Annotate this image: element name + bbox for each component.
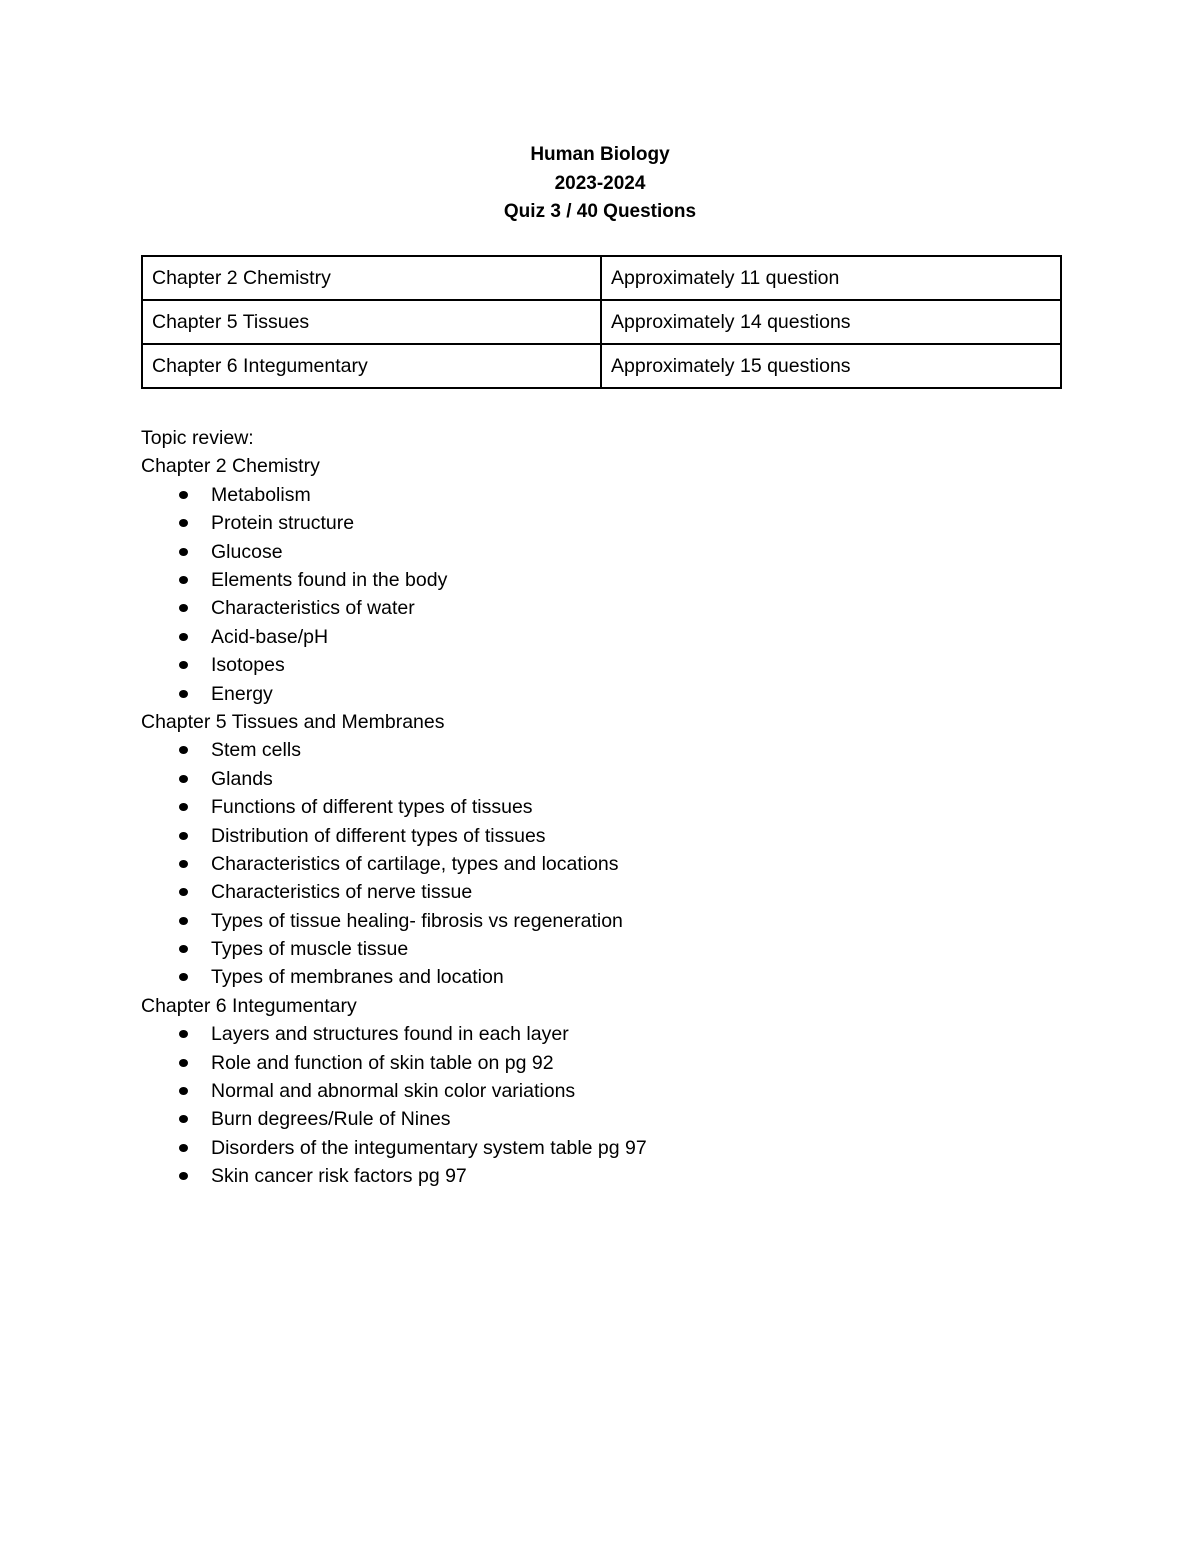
list-item: Role and function of skin table on pg 92: [141, 1049, 1041, 1077]
list-item: Distribution of different types of tissues: [141, 822, 1041, 850]
question-distribution-table: [141, 255, 1062, 389]
bullet-icon: [179, 917, 188, 925]
bullet-icon: [179, 775, 188, 783]
table-cell-count: Approximately 11 question: [601, 256, 1061, 300]
list-item: Normal and abnormal skin color variations: [141, 1077, 1041, 1105]
table-row: [142, 300, 1061, 344]
document-header: [0, 141, 1200, 227]
bullet-icon: [179, 746, 188, 754]
list-item: Acid-base/pH: [141, 623, 1041, 651]
table-cell-chapter: Chapter 6 Integumentary: [142, 344, 601, 388]
section-heading-integumentary: Chapter 6 Integumentary: [141, 994, 357, 1017]
list-item: Burn degrees/Rule of Nines: [141, 1105, 1041, 1133]
bullet-icon: [179, 1087, 188, 1095]
table-row: [142, 256, 1061, 300]
bullet-icon: [179, 548, 188, 556]
bullet-icon: [179, 1172, 188, 1180]
list-item: Skin cancer risk factors pg 97: [141, 1162, 1041, 1190]
quiz-title: Quiz 3 / 40 Questions: [503, 201, 697, 222]
bullet-icon: [179, 1115, 188, 1123]
list-item: Characteristics of water: [141, 594, 1041, 622]
bullet-icon: [179, 888, 188, 896]
bullet-icon: [179, 519, 188, 527]
chemistry-topic-list: [141, 481, 1041, 708]
table-row: [142, 344, 1061, 388]
table-cell-count: Approximately 15 questions: [601, 344, 1061, 388]
list-item: Functions of different types of tissues: [141, 793, 1041, 821]
list-item: Glucose: [141, 538, 1041, 566]
school-year: 2023-2024: [554, 172, 646, 194]
list-item: Elements found in the body: [141, 566, 1041, 594]
bullet-icon: [179, 604, 188, 612]
topic-review-label: Topic review:: [141, 427, 254, 449]
bullet-icon: [179, 832, 188, 840]
list-item: Layers and structures found in each layer: [141, 1020, 1041, 1048]
bullet-icon: [179, 1030, 188, 1038]
list-item: Characteristics of nerve tissue: [141, 878, 1041, 906]
bullet-icon: [179, 661, 188, 669]
list-item: Glands: [141, 765, 1041, 793]
list-item: Energy: [141, 680, 1041, 708]
list-item: Types of tissue healing- fibrosis vs regeneration: [141, 907, 1041, 935]
list-item: Metabolism: [141, 481, 1041, 509]
topic-review: [141, 424, 1041, 1191]
table-cell-chapter: Chapter 5 Tissues: [142, 300, 601, 344]
list-item: Types of muscle tissue: [141, 935, 1041, 963]
bullet-icon: [179, 690, 188, 698]
bullet-icon: [179, 491, 188, 499]
bullet-icon: [179, 945, 188, 953]
bullet-icon: [179, 576, 188, 584]
bullet-icon: [179, 973, 188, 981]
bullet-icon: [179, 803, 188, 811]
bullet-icon: [179, 1144, 188, 1152]
list-item: Characteristics of cartilage, types and locations: [141, 850, 1041, 878]
list-item: Stem cells: [141, 736, 1041, 764]
bullet-icon: [179, 860, 188, 868]
course-title: Human Biology: [530, 144, 670, 165]
list-item: Disorders of the integumentary system table pg 97: [141, 1134, 1041, 1162]
section-heading-chemistry: Chapter 2 Chemistry: [141, 455, 320, 478]
list-item: Protein structure: [141, 509, 1041, 537]
tissues-topic-list: [141, 736, 1041, 992]
bullet-icon: [179, 633, 188, 641]
table-cell-count: Approximately 14 questions: [601, 300, 1061, 344]
integumentary-topic-list: [141, 1020, 1041, 1190]
list-item: Types of membranes and location: [141, 963, 1041, 991]
bullet-icon: [179, 1059, 188, 1067]
table-cell-chapter: Chapter 2 Chemistry: [142, 256, 601, 300]
list-item: Isotopes: [141, 651, 1041, 679]
section-heading-tissues: Chapter 5 Tissues and Membranes: [141, 710, 445, 733]
